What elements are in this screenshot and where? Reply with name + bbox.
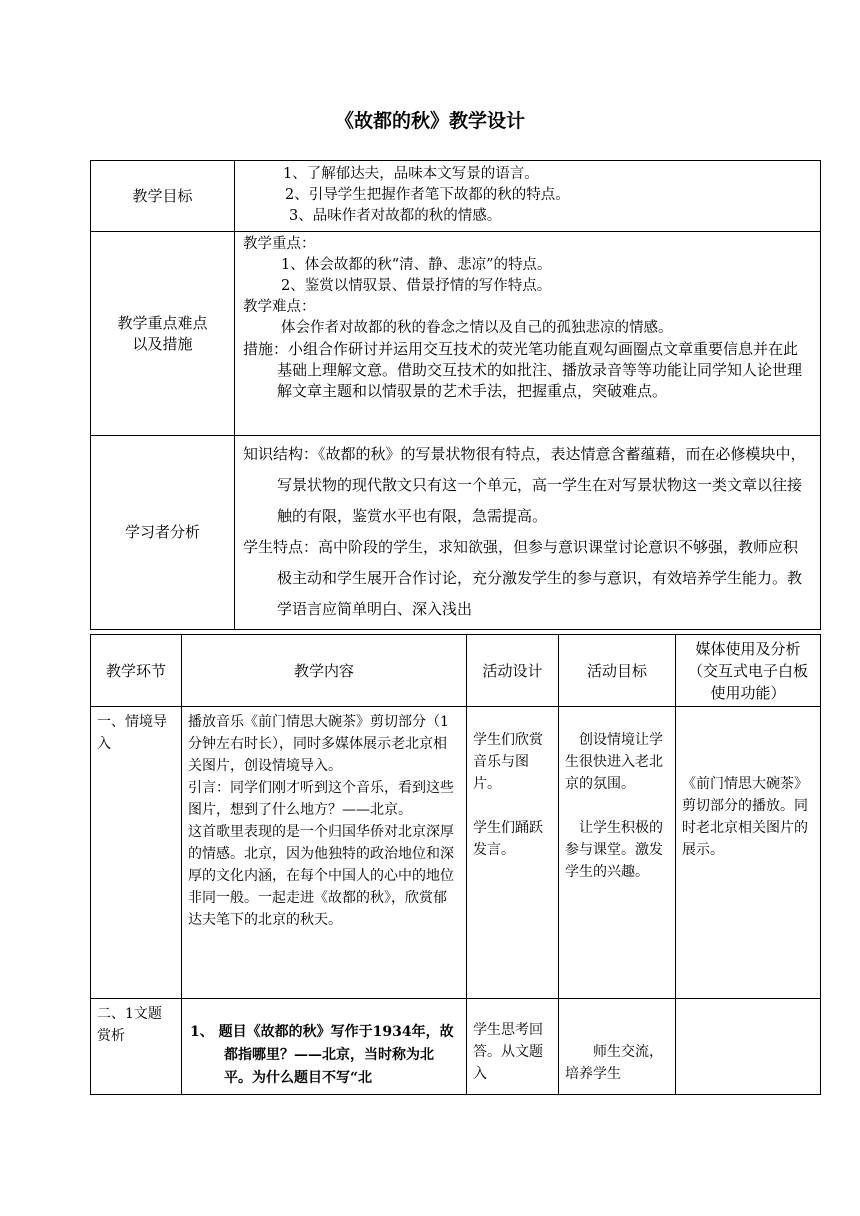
key-points-label bbox=[91, 232, 235, 436]
media-cell: 《前门情思大碗茶》剪切部分的播放。同时老北京相关图片的展示。 bbox=[676, 707, 821, 999]
content-paragraph: 这首歌里表现的是一个归国华侨对北京深厚的情感。北京，因为他独特的政治地位和深厚的文化内涵，在每个中国人的心中的地位非同一般。一起走进《故都的秋》，欣赏郁达夫笔下的北京的秋天。 bbox=[188, 824, 454, 928]
goal-item: 2、引导学生把握作者笔下故都的秋的特点。 bbox=[285, 187, 570, 203]
header-media: 媒体使用及分析（交互式电子白板使用功能） bbox=[676, 635, 821, 707]
teaching-process-table bbox=[90, 634, 821, 1095]
learner-label: 学习者分析 bbox=[91, 436, 235, 630]
content-paragraph: 引言：同学们刚才听到这个音乐，看到这些图片，想到了什么地方？——北京。 bbox=[188, 780, 454, 818]
focus-item: 2、鉴赏以情驭景、借景抒情的写作特点。 bbox=[281, 278, 552, 294]
stage-cell: 二、1文题赏析 bbox=[91, 999, 182, 1095]
stage-cell: 一、情境导入 bbox=[91, 707, 182, 999]
goals-content bbox=[235, 161, 821, 232]
overview-table bbox=[90, 160, 821, 630]
activity-paragraph: 学生们踊跃发言。 bbox=[473, 820, 543, 858]
goal-item: 3、品味作者对故都的秋的情感。 bbox=[289, 208, 502, 224]
activity-paragraph: 学生们欣赏音乐与图片。 bbox=[473, 732, 543, 792]
goals-row bbox=[91, 161, 821, 232]
learner-content bbox=[235, 436, 821, 630]
key-points-row bbox=[91, 232, 821, 436]
activity-cell bbox=[467, 707, 559, 999]
header-activity: 活动设计 bbox=[467, 635, 559, 707]
header-row bbox=[91, 635, 821, 707]
header-stage: 教学环节 bbox=[91, 635, 182, 707]
difficulty-text: 体会作者对故都的秋的眷念之情以及自己的孤独悲凉的情感。 bbox=[281, 320, 673, 336]
table-row bbox=[91, 707, 821, 999]
header-content: 教学内容 bbox=[182, 635, 467, 707]
content-cell bbox=[182, 707, 467, 999]
media-cell bbox=[676, 999, 821, 1095]
goal-item: 1、了解郁达夫，品味本文写景的语言。 bbox=[283, 166, 539, 182]
learner-row bbox=[91, 436, 821, 630]
goal-cell: 师生交流，培养学生 bbox=[559, 999, 676, 1095]
table-row bbox=[91, 999, 821, 1095]
goal-paragraph: 创设情境让学生很快进入老北京的氛围。 bbox=[565, 732, 663, 792]
difficulty-title: 教学难点： bbox=[243, 299, 316, 315]
focus-title: 教学重点： bbox=[243, 236, 316, 252]
key-points-label-line2: 以及措施 bbox=[132, 334, 193, 353]
content-paragraph: 播放音乐《前门情思大碗茶》剪切部分（1分钟左右时长），同时多媒体展示老北京相关图片，创设情境导入。 bbox=[188, 714, 449, 774]
goal-paragraph: 让学生积极的参与课堂。激发学生的兴趣。 bbox=[565, 820, 663, 880]
focus-item: 1、体会故都的秋“清、静、悲凉”的特点。 bbox=[281, 257, 552, 273]
key-points-label-line1: 教学重点难点 bbox=[117, 313, 208, 332]
measures-text: 措施：小组合作研讨并运用交互技术的荧光笔功能直观勾画圈点文章重要信息并在此基础上理解文意。借助交互技术的如批注、播放录音等等功能让同学知人论世理解文章主题和以情驭景的艺术手法，把握重点，突破难点。 bbox=[243, 340, 803, 400]
content-paragraph: 1、 题目《故都的秋》写作于1934年，故都指哪里？——北京，当时称为北平。为什么题目不写“北 bbox=[190, 1024, 454, 1086]
page-title: 《故都的秋》教学设计 bbox=[334, 110, 525, 132]
goals-label: 教学目标 bbox=[91, 161, 235, 232]
header-goal: 活动目标 bbox=[559, 635, 676, 707]
goal-cell bbox=[559, 707, 676, 999]
key-points-content bbox=[235, 232, 821, 436]
knowledge-text: 知识结构：《故都的秋》的写景状物很有特点，表达情意含蓄蕴藉，而在必修模块中，写景状物的现代散文只有这一个单元，高一学生在对写景状物这一类文章以往接触的有限，鉴赏水平也有限，急需提高。 bbox=[243, 445, 806, 525]
content-cell bbox=[182, 999, 467, 1095]
activity-cell: 学生思考回答。从文题入 bbox=[467, 999, 559, 1095]
traits-text: 学生特点：高中阶段的学生，求知欲强，但参与意识课堂讨论意识不够强，教师应积极主动和学生展开合作讨论，充分激发学生的参与意识，有效培养学生能力。教学语言应简单明白、深入浅出 bbox=[243, 538, 803, 618]
